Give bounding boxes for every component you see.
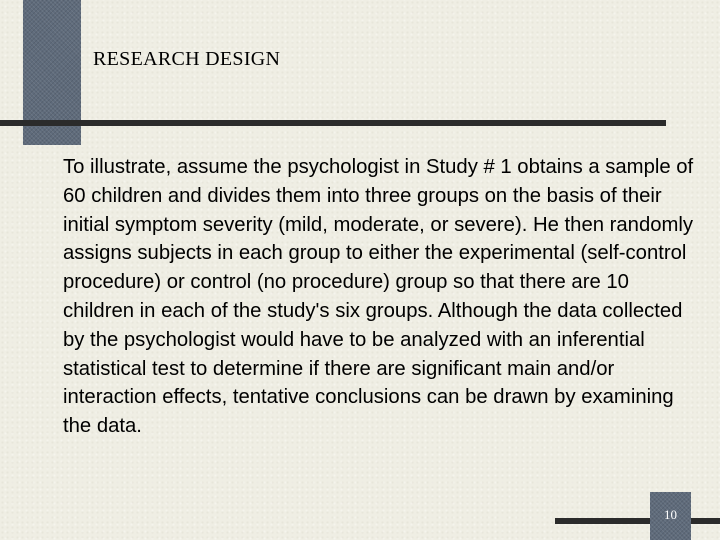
- slide-number: 10: [664, 507, 677, 522]
- slide-title: RESEARCH DESIGN: [93, 48, 281, 70]
- slide-body-text: To illustrate, assume the psychologist in Study # 1 obtains a sample of 60 children and divides them into three groups on the basis of their initial symptom severity (mild, moderate, or severe). He then randomly assigns subjects in each group to either the experimental (self-control procedure) or control (no procedure) group so that there are 10 children in each of the study's six groups. Although the data collected by the psychologist would have to be analyzed with an inferential statistical test to determine if there are significant main and/or interaction effects, tentative conclusions can be drawn by examining the data.: [63, 156, 694, 438]
- title-rule: [0, 120, 666, 126]
- footer-rule: [555, 518, 720, 524]
